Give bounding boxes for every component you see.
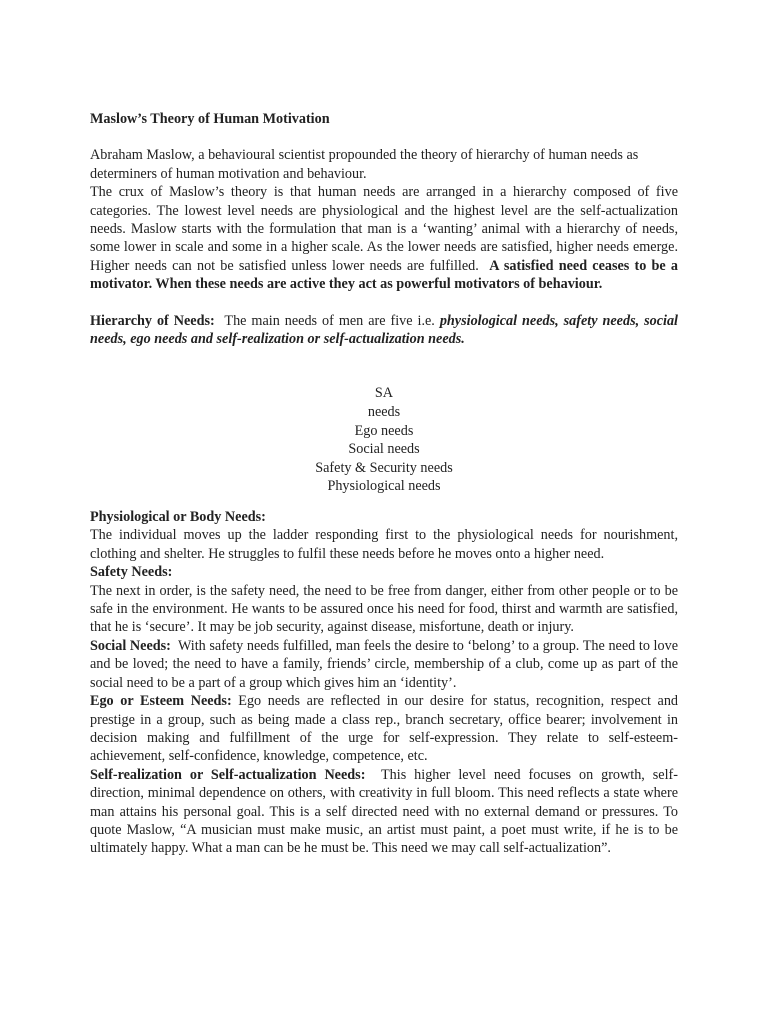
document-title: Maslow’s Theory of Human Motivation xyxy=(90,111,330,127)
self-actualization-heading: Self-realization or Self-actualization Needs: xyxy=(90,766,366,783)
hierarchy-paragraph xyxy=(90,312,678,349)
ego-paragraph xyxy=(90,692,678,766)
pyramid-level: Safety & Security needs xyxy=(315,459,453,476)
social-paragraph xyxy=(90,637,678,692)
social-text: With safety needs fulfilled, man feels the desire to ‘belong’ to a group. The need to love and be loved; the need to have a family, friends’ circle, membership of a club, come up as part of the social need to be a part of a group which gives him an ‘identity’. xyxy=(90,637,678,691)
ego-heading: Ego or Esteem Needs: xyxy=(90,693,232,710)
intro-paragraph-2 xyxy=(90,183,678,293)
pyramid-level: Physiological needs xyxy=(327,478,441,495)
hierarchy-text: The main needs of men are five i.e. xyxy=(224,312,435,329)
pyramid-level: SA xyxy=(374,385,394,402)
intro-paragraph-2-bold-text: A satisfied need ceases to be a motivator. When these needs are active they act as powerful motivators of behaviour. xyxy=(90,257,679,293)
pyramid-level: Social needs xyxy=(348,441,420,458)
ego-text: Ego needs are reflected in our desire for status, recognition, respect and prestige in a group, such as being made a class rep., branch secretary, office bearer; involvement in decision making and fulfillment of the urge for self-expression. They relate to self-esteem-achievement, self-confidence, knowledge, competence, etc. xyxy=(90,693,679,765)
safety-text: The next in order, is the safety need, the need to be free from danger, either from other people or to be safe in the environment. He wants to be assured once his need for food, thirst and warmth are satisfied, that he is ‘secure’. It may be job security, against disease, misfortune, death or injury. xyxy=(90,582,678,636)
needs-pyramid xyxy=(90,384,678,496)
pyramid-level: needs xyxy=(367,404,401,421)
self-actualization-text: This higher level need focuses on growth, self-direction, minimal dependence on others, with creativity in full bloom. This need reflects a state where man attains his personal goal. This is a self directed need with no external demand or pressures. To quote Maslow, “A musician must make music, an artist must paint, a poet must write, if he is to be ultimately happy. What a man can be he must be. This need we may call self-actualization”. xyxy=(90,766,678,857)
intro-paragraph-1: Abraham Maslow, a behavioural scientist propounded the theory of hierarchy of human needs as determiners of human motivation and behaviour. xyxy=(90,147,639,182)
social-heading: Social Needs: xyxy=(90,637,171,654)
hierarchy-label: Hierarchy of Needs: xyxy=(90,312,215,329)
hierarchy-needs-list: physiological needs, safety needs, social needs, ego needs and self-realization or self-actualization needs. xyxy=(90,312,678,348)
physiological-text: The individual moves up the ladder responding first to the physiological needs for nourishment, clothing and shelter. He struggles to fulfil these needs before he moves onto a higher need. xyxy=(90,527,678,562)
intro-paragraph-2-text: The crux of Maslow’s theory is that human needs are arranged in a hierarchy composed of five categories. The lowest level needs are physiological and the highest level are the self-actualization needs. Maslow starts with the formulation that man is a ‘wanting’ animal with a hierarchy of needs, some lower in scale and some in a higher scale. As the lower needs are satisfied, higher needs emerge. Higher needs can not be satisfied unless lower needs are fulfilled. xyxy=(90,184,678,274)
physiological-heading: Physiological or Body Needs: xyxy=(90,509,266,526)
document-page xyxy=(90,110,678,858)
pyramid-level: Ego needs xyxy=(354,422,414,439)
spacer xyxy=(90,294,678,312)
self-actualization-paragraph xyxy=(90,766,678,858)
safety-heading: Safety Needs: xyxy=(90,564,173,581)
